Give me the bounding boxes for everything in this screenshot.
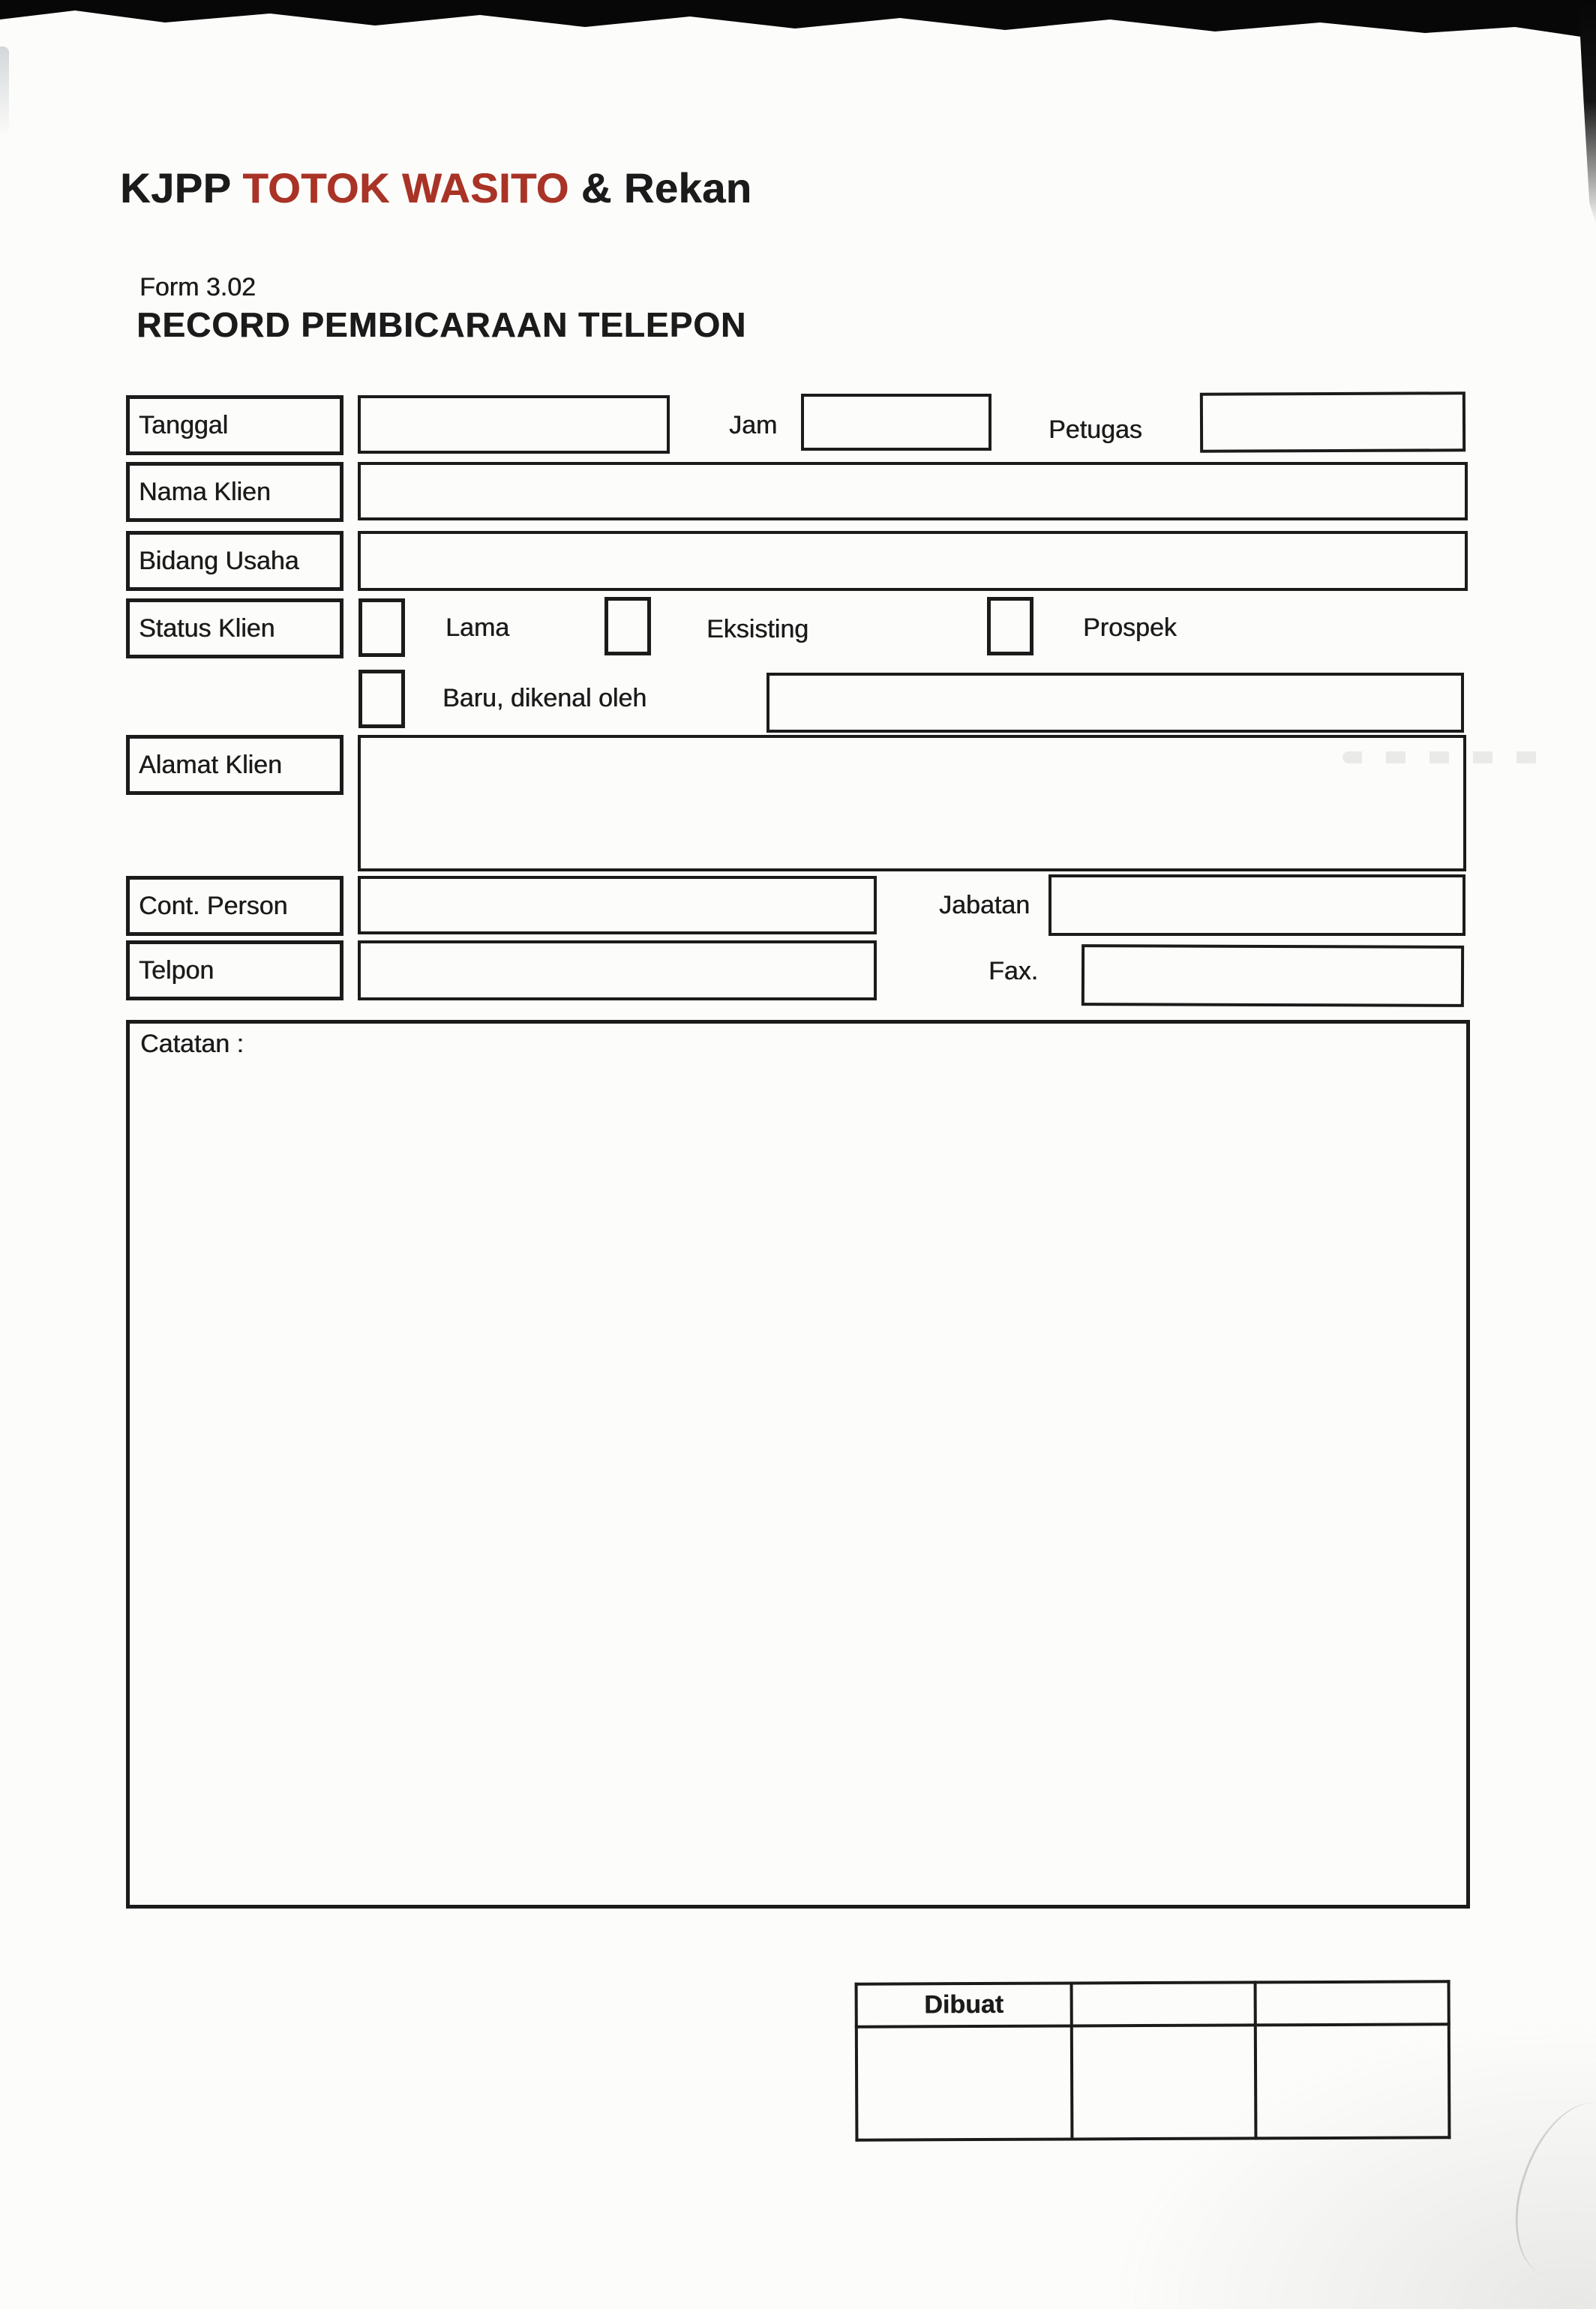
signature-cell-3[interactable] bbox=[1256, 2024, 1449, 2139]
bidang-usaha-label-box: Bidang Usaha bbox=[126, 531, 344, 591]
status-lama-label: Lama bbox=[446, 613, 510, 642]
status-lama-checkbox[interactable] bbox=[358, 598, 405, 657]
cont-person-input[interactable] bbox=[358, 876, 877, 934]
status-prospek-label: Prospek bbox=[1083, 613, 1177, 642]
tanggal-label-box: Tanggal bbox=[126, 395, 344, 455]
bidang-usaha-input[interactable] bbox=[358, 531, 1468, 591]
catatan-label: Catatan : bbox=[140, 1030, 244, 1058]
company-prefix: KJPP bbox=[120, 164, 231, 211]
status-eksisting-checkbox[interactable] bbox=[604, 597, 651, 655]
alamat-klien-input[interactable] bbox=[358, 735, 1466, 871]
form-title: RECORD PEMBICARAAN TELEPON bbox=[136, 305, 747, 344]
signature-cell-2[interactable] bbox=[1072, 2025, 1256, 2140]
catatan-box bbox=[126, 1020, 1470, 1909]
dibuat-header-cell-2 bbox=[1071, 1982, 1256, 2026]
petugas-label: Petugas bbox=[1048, 415, 1142, 444]
scan-top-edge bbox=[0, 0, 1596, 43]
nama-klien-input[interactable] bbox=[358, 462, 1468, 520]
status-klien-label-box: Status Klien bbox=[126, 598, 344, 658]
dibuat-header-cell: Dibuat bbox=[856, 1983, 1072, 2026]
dibuat-header-row bbox=[856, 1981, 1449, 2026]
form-number: Form 3.02 bbox=[140, 273, 256, 301]
telpon-label-box: Telpon bbox=[126, 940, 344, 1000]
baru-dikenal-oleh-input[interactable] bbox=[766, 673, 1464, 733]
fax-label: Fax. bbox=[988, 957, 1039, 985]
telpon-input[interactable] bbox=[358, 940, 877, 1000]
status-baru-label: Baru, dikenal oleh bbox=[442, 684, 647, 712]
fax-input[interactable] bbox=[1082, 944, 1464, 1007]
scan-left-smudge bbox=[0, 46, 9, 136]
petugas-input[interactable] bbox=[1200, 391, 1466, 453]
signature-cell-1[interactable] bbox=[856, 2026, 1072, 2140]
company-suffix: & Rekan bbox=[580, 164, 752, 211]
status-prospek-checkbox[interactable] bbox=[987, 597, 1034, 655]
catatan-input-area[interactable] bbox=[140, 1069, 1456, 1894]
dibuat-header-cell-3 bbox=[1256, 1981, 1449, 2025]
cont-person-label-box: Cont. Person bbox=[126, 876, 344, 936]
dibuat-table bbox=[855, 1980, 1451, 2141]
dibuat-signature-row bbox=[856, 2024, 1450, 2140]
tanggal-input[interactable] bbox=[358, 395, 670, 454]
jam-input[interactable] bbox=[801, 394, 992, 451]
status-eksisting-label: Eksisting bbox=[706, 615, 809, 643]
status-baru-checkbox[interactable] bbox=[358, 670, 405, 728]
company-letterhead bbox=[120, 163, 752, 212]
jabatan-input[interactable] bbox=[1048, 874, 1466, 936]
jam-label: Jam bbox=[729, 411, 778, 439]
jabatan-label: Jabatan bbox=[939, 891, 1030, 919]
alamat-klien-label-box: Alamat Klien bbox=[126, 735, 344, 795]
company-name: TOTOK WASITO bbox=[242, 164, 569, 211]
scan-right-edge bbox=[1580, 0, 1596, 225]
nama-klien-label-box: Nama Klien bbox=[126, 462, 344, 522]
